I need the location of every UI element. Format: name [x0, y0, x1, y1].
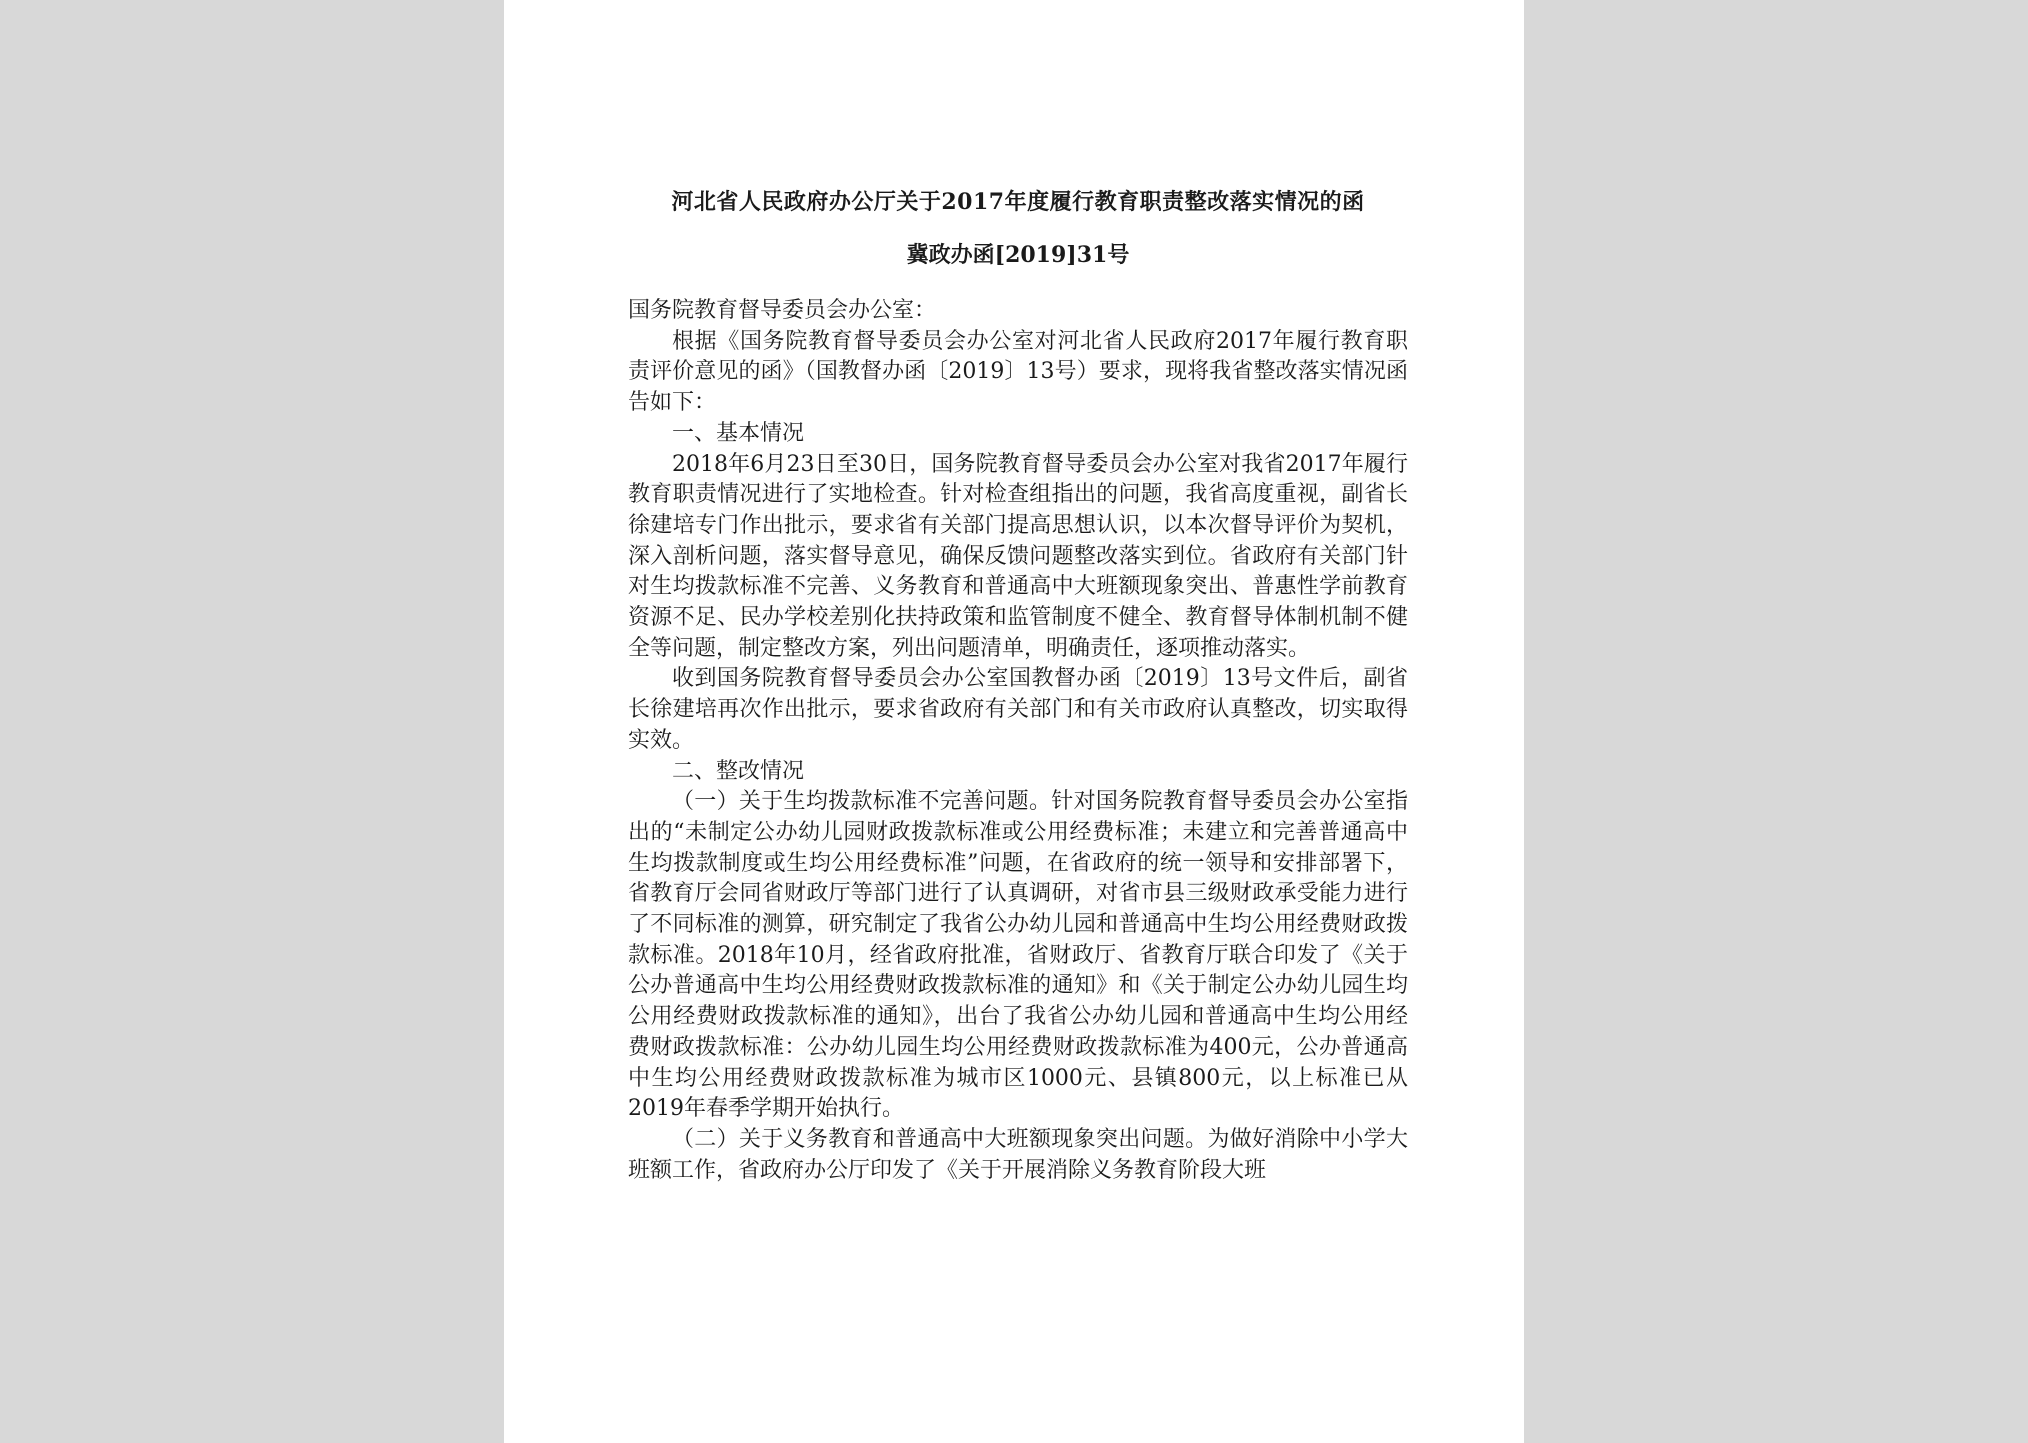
document-title: 河北省人民政府办公厅关于2017年度履行教育职责整改落实情况的函 [671, 189, 1365, 215]
paragraph-funding-standards: （一）关于生均拨款标准不完善问题。针对国务院教育督导委员会办公室指出的“未制定公办幼儿园财政拨款标准或公用经费标准；未建立和完善普通高中生均拨款制度或生均公用经费标准”问题，在省政府的统一领导和安排部署下，省教育厅会同省财政厅等部门进行了认真调研，对省市县三级财政承受能力进行了不同标准的测算，研究制定了我省公办幼儿园和普通高中生均公用经费财政拨款标准。2018年10月，经省政府批准，省财政厅、省教育厅联合印发了《关于公办普通高中生均公用经费财政拨款标准的通知》和《关于制定公办幼儿园生均公用经费财政拨款标准的通知》，出台了我省公办幼儿园和普通高中生均公用经费财政拨款标准：公办幼儿园生均公用经费财政拨款标准为400元，公办普通高中生均公用经费财政拨款标准为城市区1000元、县镇800元，以上标准已从2019年春季学期开始执行。 [628, 789, 1408, 1122]
salutation: 国务院教育督导委员会办公室： [628, 298, 937, 323]
section-heading-basic: 一、基本情况 [672, 420, 805, 446]
paragraph-class-size: （二）关于义务教育和普通高中大班额现象突出问题。为做好消除中小学大班额工作，省政府办公厅印发了《关于开展消除义务教育阶段大班 [628, 1126, 1408, 1183]
document-body [628, 296, 1408, 1186]
paragraph-intro: 根据《国务院教育督导委员会办公室对河北省人民政府2017年履行教育职责评价意见的函》（国教督办函〔2019〕13号）要求，现将我省整改落实情况函告如下： [628, 328, 1408, 416]
paragraph-basic-situation: 2018年6月23日至30日，国务院教育督导委员会办公室对我省2017年履行教育职责情况进行了实地检查。针对检查组指出的问题，我省高度重视，副省长徐建培专门作出批示，要求省有关部门提高思想认识，以本次督导评价为契机，深入剖析问题，落实督导意见，确保反馈问题整改落实到位。省政府有关部门针对生均拨款标准不完善、义务教育和普通高中大班额现象突出、普惠性学前教育资源不足、民办学校差别化扶持政策和监管制度不健全、教育督导体制机制不健全等问题，制定整改方案，列出问题清单，明确责任，逐项推动落实。 [628, 451, 1408, 661]
document-page [504, 0, 1524, 1443]
document-number: 冀政办函[2019]31号 [906, 242, 1130, 268]
paragraph-followup: 收到国务院教育督导委员会办公室国教督办函〔2019〕13号文件后，副省长徐建培再次作出批示，要求省政府有关部门和有关市政府认真整改，切实取得实效。 [628, 666, 1408, 753]
section-heading-rectification: 二、整改情况 [672, 758, 805, 784]
